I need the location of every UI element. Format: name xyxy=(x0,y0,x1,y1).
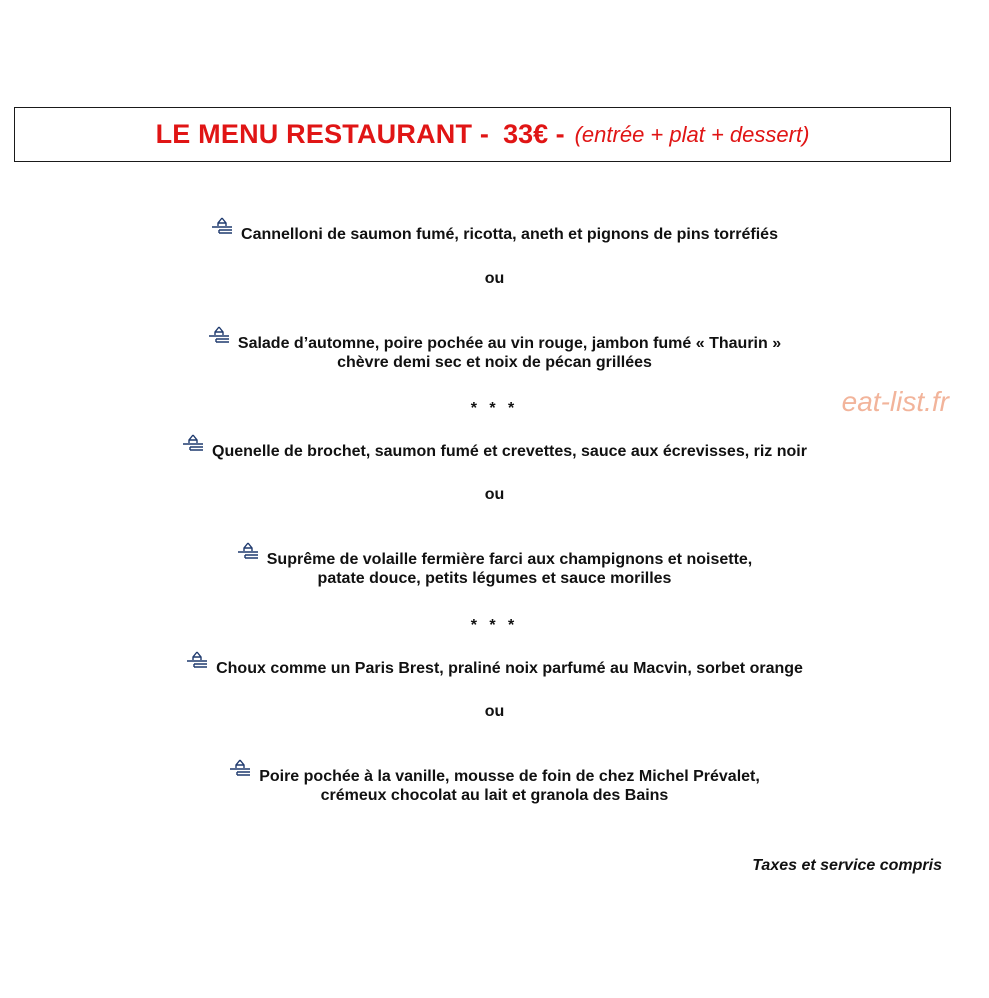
separator-or-3: ou xyxy=(484,703,505,720)
dessert-1 xyxy=(0,651,989,681)
cloche-dish-icon xyxy=(182,434,204,452)
separator-stars-2: * * * xyxy=(470,617,519,634)
cloche-dish-icon xyxy=(229,759,251,777)
menu-price: 33€ - xyxy=(503,119,565,149)
starter-1 xyxy=(0,217,989,247)
dessert-2-line2: crémeux chocolat au lait et granola des Bains xyxy=(320,787,669,804)
dessert-1-text: Choux comme un Paris Brest, praliné noix parfumé au Macvin, sorbet orange xyxy=(216,660,803,677)
dessert-2-line1: Poire pochée à la vanille, mousse de foin de chez Michel Prévalet, xyxy=(259,768,760,785)
separator-or-2: ou xyxy=(484,486,505,503)
main-1-text: Quenelle de brochet, saumon fumé et crevettes, sauce aux écrevisses, riz noir xyxy=(212,443,807,460)
cloche-dish-icon xyxy=(208,326,230,344)
main-2-line2: patate douce, petits légumes et sauce morilles xyxy=(317,570,672,587)
starter-2-line1: Salade d’automne, poire pochée au vin rouge, jambon fumé « Thaurin » xyxy=(237,335,782,352)
main-2-line1: Suprême de volaille fermière farci aux champignons et noisette, xyxy=(266,551,753,568)
cloche-dish-icon xyxy=(237,542,259,560)
menu-subtitle: (entrée + plat + dessert) xyxy=(574,121,810,147)
watermark: eat-list.fr xyxy=(841,386,949,417)
main-1 xyxy=(0,434,989,464)
separator-or-1: ou xyxy=(484,270,505,287)
starter-2-line2: chèvre demi sec et noix de pécan grillées xyxy=(337,354,652,371)
separator-stars-1: * * * xyxy=(470,400,519,417)
menu-title-box xyxy=(14,107,951,162)
cloche-dish-icon xyxy=(211,217,233,235)
cloche-dish-icon xyxy=(186,651,208,669)
footer-note: Taxes et service compris xyxy=(752,857,942,874)
menu-title: LE MENU RESTAURANT - xyxy=(155,119,490,149)
starter-1-text: Cannelloni de saumon fumé, ricotta, aneth et pignons de pins torréfiés xyxy=(241,226,778,243)
